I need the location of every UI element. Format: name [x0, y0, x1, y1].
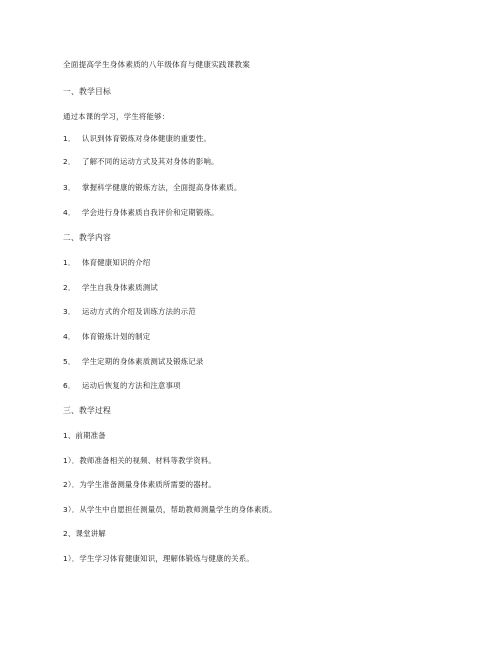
list-number: 2．: [63, 283, 76, 292]
list-number: 3．: [63, 307, 76, 316]
list-text: 体育健康知识的介绍: [82, 258, 151, 267]
subsection-heading-lecture: 2、课堂讲解: [63, 529, 106, 538]
content-item: [63, 258, 150, 268]
list-text: 运动方式的介绍及训练方法的示范: [82, 307, 196, 316]
list-number: 2．: [63, 157, 76, 166]
content-item: [63, 357, 203, 367]
objective-item: [63, 157, 219, 167]
list-text: 体育锻炼计划的制定: [82, 332, 151, 341]
list-number: 6．: [63, 381, 76, 390]
lecture-item: 1）．学生学习体育健康知识，理解体锻炼与健康的关系。: [63, 554, 254, 563]
section-heading-process: 三、教学过程: [63, 406, 111, 415]
list-text: 掌握科学健康的锻炼方法，全面提高身体素质。: [82, 183, 242, 192]
objective-item: [63, 183, 241, 193]
document-title: 全面提高学生身体素质的八年级体育与健康实践课教案: [63, 60, 251, 69]
list-number: 4．: [63, 208, 76, 217]
list-number: 1．: [63, 258, 76, 267]
list-text: 认识到体育锻炼对身体健康的重要性。: [82, 134, 212, 143]
objective-item: [63, 134, 211, 144]
preparation-item: 1）．教师准备相关的视频、材料等教学资料。: [63, 456, 217, 465]
content-item: [63, 307, 196, 317]
section-heading-objectives: 一、教学目标: [63, 87, 111, 96]
list-number: 1．: [63, 134, 76, 143]
preparation-item: 3）．从学生中自愿担任测量员，帮助教师测量学生的身体素质。: [63, 505, 277, 514]
subsection-heading-preparation: 1、前期准备: [63, 431, 106, 440]
content-item: [63, 283, 158, 293]
list-text: 运动后恢复的方法和注意事项: [82, 381, 181, 390]
list-text: 了解不同的运动方式及其对身体的影响。: [82, 157, 219, 166]
section-heading-content: 二、教学内容: [63, 233, 111, 242]
content-item: [63, 381, 181, 391]
objective-item: [63, 208, 219, 218]
objectives-intro: 通过本课的学习，学生将能够：: [63, 112, 170, 121]
preparation-item: 2）．为学生准备测量身体素质所需要的器材。: [63, 480, 217, 489]
list-number: 5．: [63, 357, 76, 366]
list-text: 学生定期的身体素质测试及锻炼记录: [82, 357, 204, 366]
list-text: 学生自我身体素质测试: [82, 283, 158, 292]
list-text: 学会进行身体素质自我评价和定期锻炼。: [82, 208, 219, 217]
list-number: 4．: [63, 332, 76, 341]
content-item: [63, 332, 150, 342]
list-number: 3．: [63, 183, 76, 192]
